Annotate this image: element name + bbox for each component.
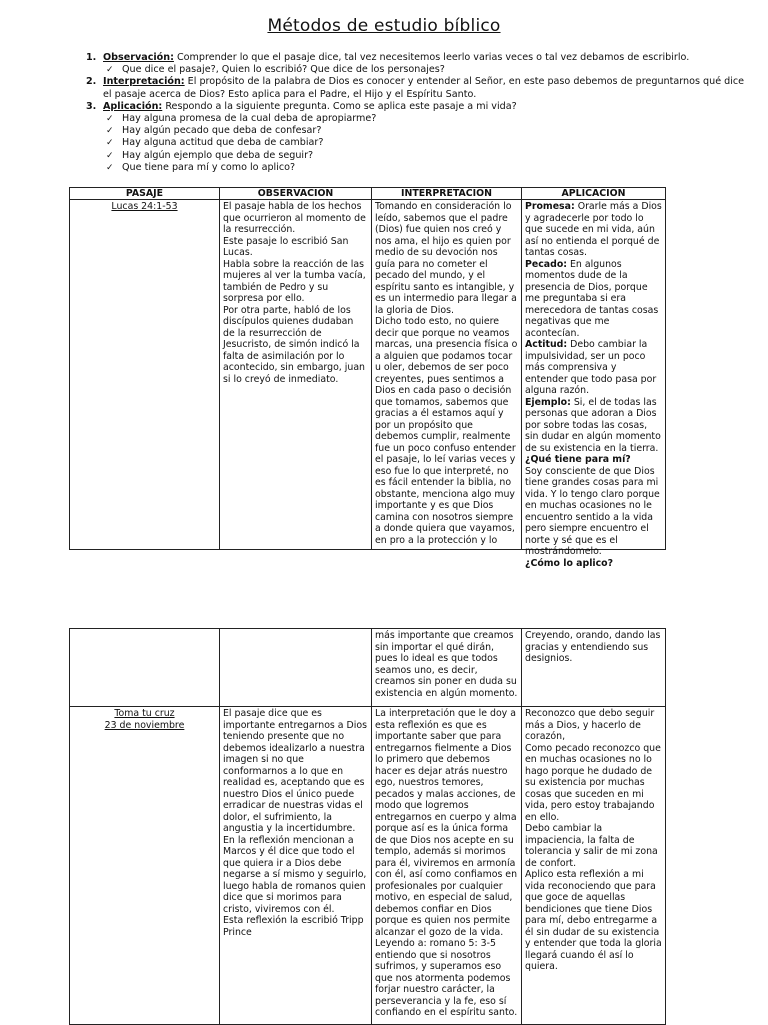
cell-interpretacion (372, 200, 522, 550)
aplicacion-label: ¿Qué tiene para mí? (525, 454, 631, 465)
step-observacion (86, 52, 746, 64)
page-title: Métodos de estudio bíblico (267, 16, 501, 36)
checkmark-icon: ✓ (106, 126, 114, 137)
table-row (70, 707, 666, 1025)
aplicacion-text: Orarle más a Dios y agradecerle por todo lo que sucede en mi vida, aún así no entienda el porqué de tantas cosas. (525, 201, 662, 258)
cell-pasaje (70, 707, 220, 1025)
aplicacion-label: Ejemplo: (525, 396, 571, 408)
step-sub-text: Hay alguna promesa de la cual deba de apropiarme? (122, 113, 377, 125)
aplicacion-text: Soy consciente de que Dios tiene grandes cosas para mi vida. Y lo tengo claro porque en muchas ocasiones no le encuentro sentido a la vida pero siempre encuentro el norte y sé que es el mostrándomelo. (525, 465, 660, 557)
step-sub-item (86, 113, 746, 125)
table-row (70, 200, 666, 550)
step-label: Interpretación: (103, 76, 185, 88)
aplicacion-label: Promesa: (525, 201, 575, 212)
aplicacion-text: En algunos momentos dude de la presencia de Dios, porque me preguntaba si era merecedora de tantas cosas negativas que me acontecían. (525, 258, 659, 339)
checkmark-icon: ✓ (106, 114, 114, 125)
cell-pasaje (70, 629, 220, 707)
aplicacion-label: Actitud: (525, 339, 568, 350)
step-label: Observación: (103, 52, 174, 63)
checkmark-icon: ✓ (106, 150, 114, 161)
step-sub-item (86, 64, 746, 76)
pasaje-reference: Lucas 24:1-53 (111, 201, 178, 212)
step-sub-item (86, 150, 746, 162)
header-interpretacion: INTERPRETACION (372, 188, 522, 200)
step-sub-text: Hay alguna actitud que deba de cambiar? (122, 137, 324, 149)
step-sub-item (86, 125, 746, 137)
aplicacion-entry (525, 397, 662, 455)
aplicacion-text: Si, el de todas las personas que adoran a Dios por sobre todas las cosas, sin dudar en algún momento de su existencia en la tierra. (525, 396, 661, 454)
cell-observacion (220, 707, 372, 1025)
cell-interpretacion (372, 707, 522, 1025)
header-observacion: OBSERVACION (220, 188, 372, 200)
interpretacion-text: más importante que creamos sin importar el qué dirán, pues lo ideal es que todos seamos uno, es decir, creamos sin poner en duda su existencia en algún momento. (375, 630, 518, 699)
aplicacion-entry (525, 558, 662, 570)
checkmark-icon: ✓ (106, 65, 114, 76)
cell-observacion (220, 200, 372, 550)
aplicacion-label: Pecado: (525, 258, 568, 270)
cell-interpretacion (372, 629, 522, 707)
cell-aplicacion (522, 200, 666, 569)
step-text: El propósito de la palabra de Dios es conocer y entender al Señor, en este paso debemos de preguntarnos qué dice el pasaje acerca de Dios? Esto aplica para el Padre, el Hijo y el Espíritu Santo. (103, 76, 745, 100)
aplicacion-label: ¿Cómo lo aplico? (525, 557, 614, 569)
table-row (70, 629, 666, 707)
step-interpretacion (86, 76, 746, 100)
study-table-page1 (69, 187, 666, 569)
aplicacion-text: Creyendo, orando, dando las gracias y entendiendo sus designios. (525, 630, 661, 664)
checkmark-icon: ✓ (106, 138, 114, 149)
cell-aplicacion (522, 629, 666, 707)
step-aplicacion (86, 101, 746, 113)
interpretacion-text: Tomando en consideración lo leído, sabemos que el padre (Dios) fue quien nos creó y nos ama, el hijo es quien por medio de su devoción nos guía para no cometer el pecado del mundo, y el espíritu santo es intangible, y es un intermedio para llegar a la gloria de Dios. Dicho todo esto, no quiere decir que porque no veamos marcas, una presencia física o a alguien que podamos tocar u oler, debemos de ser poco creyentes, pues sentimos a Dios en cada paso o decisión que tomamos, sabemos que gracias a él estamos aquí y por un propósito que debemos cumplir, realmente fue un poco confuso entender el pasaje, lo leí varias veces y eso fue lo que interpreté, no es fácil entender la biblia, no obstante, menciona algo muy importante y es que Dios camina con nosotros siempre a donde quiera que vayamos, en pro a la protección y lo (375, 201, 518, 546)
aplicacion-entry (525, 454, 662, 558)
header-pasaje: PASAJE (70, 188, 220, 200)
cell-observacion (220, 629, 372, 707)
pasaje-title: Toma tu cruz (114, 708, 175, 719)
study-table-page2 (69, 628, 666, 1025)
aplicacion-entry (525, 201, 662, 259)
pasaje-date: 23 de noviembre (104, 719, 185, 731)
aplicacion-entry (525, 259, 662, 340)
aplicacion-text: Debo cambiar la impulsividad, ser un poco más comprensiva y entender que todo pasa por alguna razón. (525, 339, 657, 396)
step-sub-text: Que dice el pasaje?, Quien lo escribió? Que dice de los personajes? (122, 64, 445, 76)
table-header-row (70, 188, 666, 200)
method-steps-list (86, 52, 746, 174)
interpretacion-text: La interpretación que le doy a esta reflexión es que es importante saber que para entregarnos fielmente a Dios lo primero que debemos hacer es dejar atrás nuestro ego, nuestros temores, pecados y malas acciones, de modo que logremos entregarnos en cuerpo y alma porque así es la única forma de que Dios nos acepte en su templo, además si morimos para él, viviremos en armonía con él, así como confiamos en profesionales por cualquier motivo, en especial de salud, debemos confiar en Dios porque es quien nos permite alcanzar el gozo de la vida. Leyendo a: romano 5: 3-5 entiendo que si nosotros sufrimos, y superamos eso que nos atormenta podemos forjar nuestro carácter, la perseverancia y la fe, eso sí confiando en el espíritu santo. (375, 708, 518, 1018)
step-text: Respondo a la siguiente pregunta. Como se aplica este pasaje a mi vida? (162, 100, 517, 112)
header-aplicacion: APLICACION (522, 188, 666, 200)
step-text: Comprender lo que el pasaje dice, tal vez necesitemos leerlo varias veces o tal vez debamos de escribirlo. (173, 52, 690, 63)
observacion-text: El pasaje habla de los hechos que ocurrieron al momento de la resurrección. Este pasaje lo escribió San Lucas. Habla sobre la reacción de las mujeres al ver la tumba vacía, también de Pedro y su sorpresa por ello. Por otra parte, habló de los discípulos quienes dudaban de la resurrección de Jesucristo, de simón indicó la falta de asimilación por lo acontecido, sin embargo, juan si lo creyó de inmediato. (223, 201, 366, 385)
step-number: 3. (86, 100, 97, 112)
step-sub-item (86, 162, 746, 174)
cell-aplicacion (522, 707, 666, 1025)
aplicacion-entry (525, 339, 662, 397)
cell-pasaje (70, 200, 220, 550)
observacion-text: El pasaje dice que es importante entregarnos a Dios teniendo presente que no debemos idealizarlo a nuestra imagen si no que conformarnos a lo que en realidad es, aceptando que es nuestro Dios el único puede erradicar de nuestras vidas el dolor, el sufrimiento, la angustia y la incertidumbre. En la reflexión mencionan a Marcos y él dice que todo el que quiera ir a Dios debe negarse a sí mismo y seguirlo, luego habla de romanos quien dice que si morimos para cristo, viviremos con él. Esta reflexión la escribió Tripp Prince (223, 708, 367, 938)
step-number: 1. (86, 52, 97, 63)
step-sub-text: Hay algún ejemplo que deba de seguir? (122, 149, 314, 161)
aplicacion-text: Reconozco que debo seguir más a Dios, y hacerlo de corazón, Como pecado reconozco que en muchas ocasiones no lo hago porque he dudado de su existencia por muchas cosas que suceden en mi vida, pero estoy trabajando en ello. Debo cambiar la impaciencia, la falta de tolerancia y salir de mi zona de confort. Aplico esta reflexión a mi vida reconociendo que para que goce de aquellas bendiciones que tiene Dios para mí, debo entregarme a él sin dudar de su existencia y entender que toda la gloria llegará cuando él así lo quiera. (525, 708, 662, 972)
step-label: Aplicación: (103, 100, 163, 112)
step-number: 2. (86, 76, 97, 88)
checkmark-icon: ✓ (106, 162, 114, 173)
step-sub-text: Que tiene para mí y como lo aplico? (122, 161, 296, 173)
step-sub-item (86, 137, 746, 149)
step-sub-text: Hay algún pecado que deba de confesar? (122, 125, 322, 137)
